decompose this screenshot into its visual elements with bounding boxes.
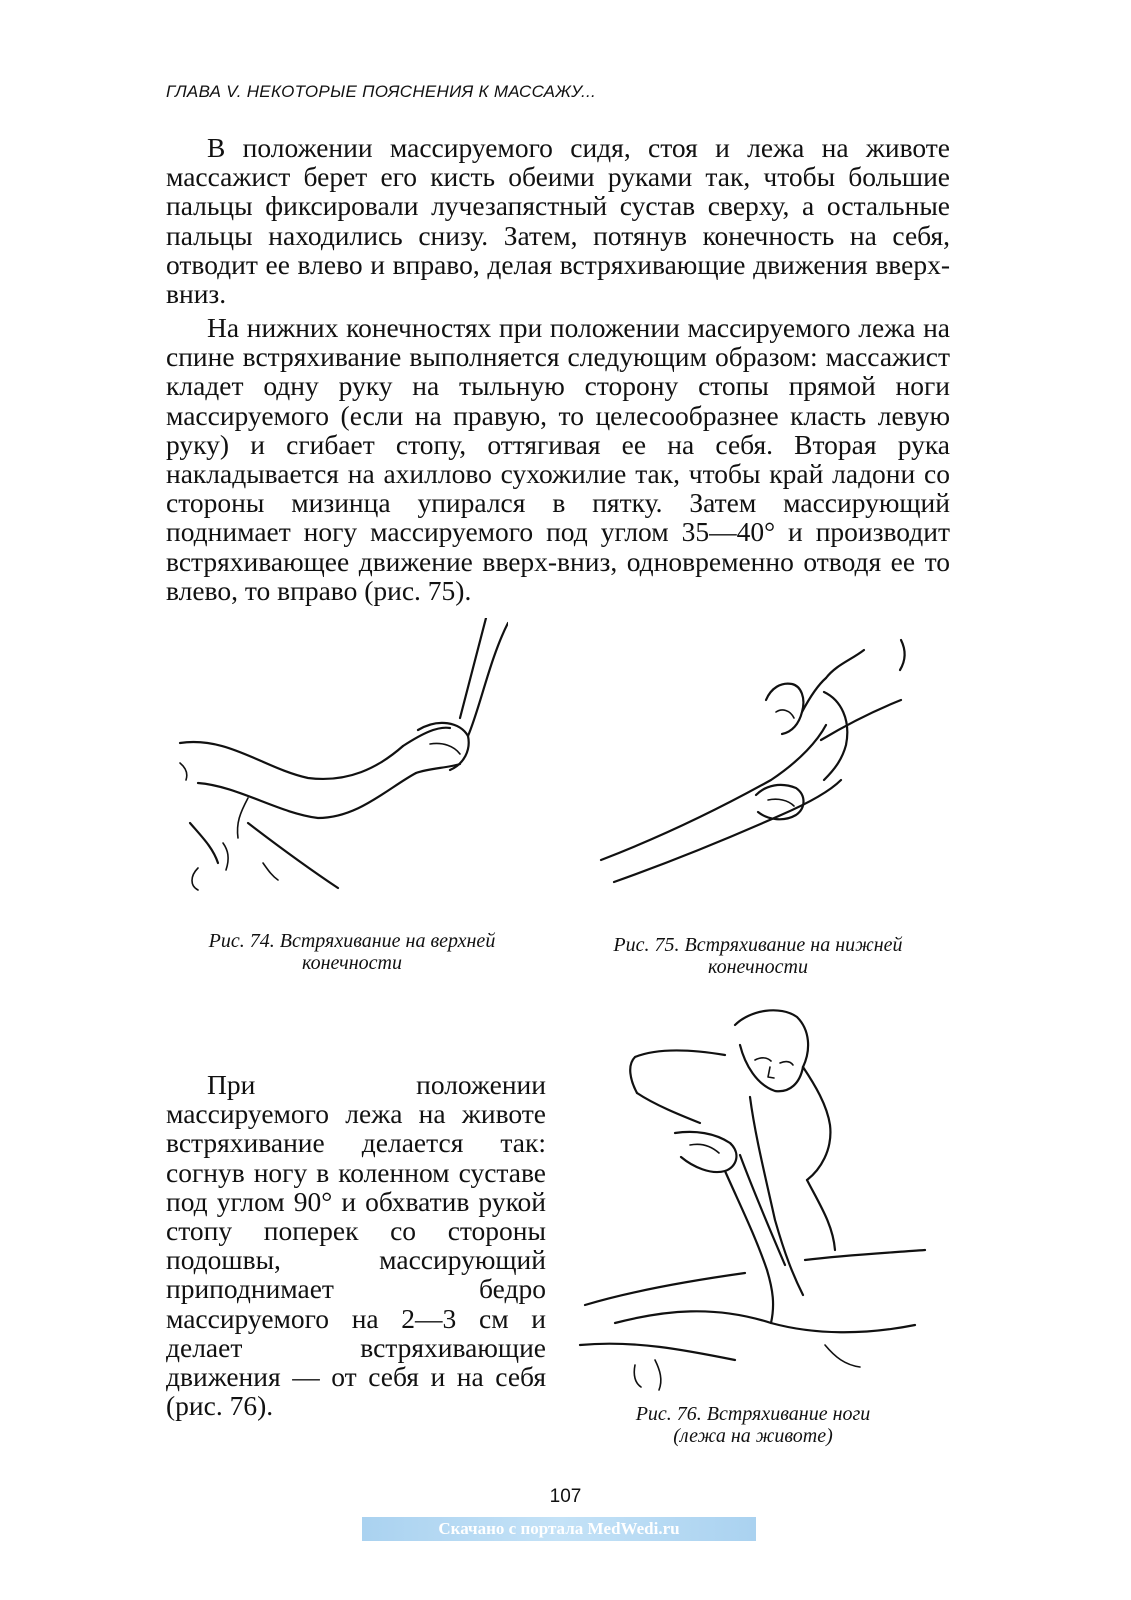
figure-76-caption — [598, 1403, 908, 1447]
paragraph-3 — [166, 1070, 546, 1420]
figure-74-caption-line2: конечности — [302, 952, 402, 974]
running-header: ГЛАВА V. НЕКОТОРЫЕ ПОЯСНЕНИЯ К МАССАЖУ... — [166, 82, 597, 101]
figure-75-caption-line1: Рис. 75. Встряхивание на нижней — [613, 934, 903, 956]
paragraph-2 — [166, 313, 950, 605]
figure-76-caption-line1: Рис. 76. Встряхивание ноги — [635, 1403, 871, 1425]
figure-74-illustration — [168, 618, 508, 908]
figure-76-illustration — [575, 1005, 935, 1400]
figure-75-caption — [578, 934, 938, 978]
download-watermark: Скачано с портала MedWedi.ru — [362, 1517, 756, 1541]
paragraph-3-text: При положении массируемого лежа на животе встряхивание делается так: согнув ногу в коленном суставе под углом 90° и обхватив рукой стопу поперек со стороны подошвы, массирующий приподнимает бедро массируемого на 2—3 см и делает встряхивающие движения — от себя и на себя (рис. 76). — [166, 1069, 546, 1422]
figure-76-caption-line2: (лежа на животе) — [673, 1425, 833, 1447]
figure-74-caption — [168, 930, 536, 974]
figure-75-caption-line2: конечности — [708, 956, 808, 978]
paragraph-1 — [166, 133, 950, 308]
figure-74-caption-line1: Рис. 74. Встряхивание на верхней — [208, 930, 496, 952]
paragraph-1-text: В положении массируемого сидя, стоя и лежа на животе массажист берет его кисть обеими руками так, чтобы большие пальцы фиксировали лучезапястный сустав сверху, а остальные пальцы находились снизу. Затем, потянув конечность на себя, отводит ее влево и вправо, делая встряхивающие движения вверх-вниз. — [166, 132, 950, 310]
paragraph-2-text: На нижних конечностях при положении массируемого лежа на спине встряхивание выполняется следующим образом: массажист кладет одну руку на тыльную сторону стопы прямой ноги массируемого (если на правую, то целесообразнее класть левую руку) и сгибает стопу, оттягивая ее на себя. Вторая рука накладывается на ахиллово сухожилие так, чтобы край ладони со стороны мизинца упирался в пятку. Затем массирующий поднимает ногу массируемого под углом 35—40° и производит встряхивающее движение вверх-вниз, одновременно отводя ее то влево, то вправо (рис. 75). — [166, 312, 950, 606]
figure-75-illustration — [596, 620, 926, 890]
page-number: 107 — [549, 1486, 582, 1507]
